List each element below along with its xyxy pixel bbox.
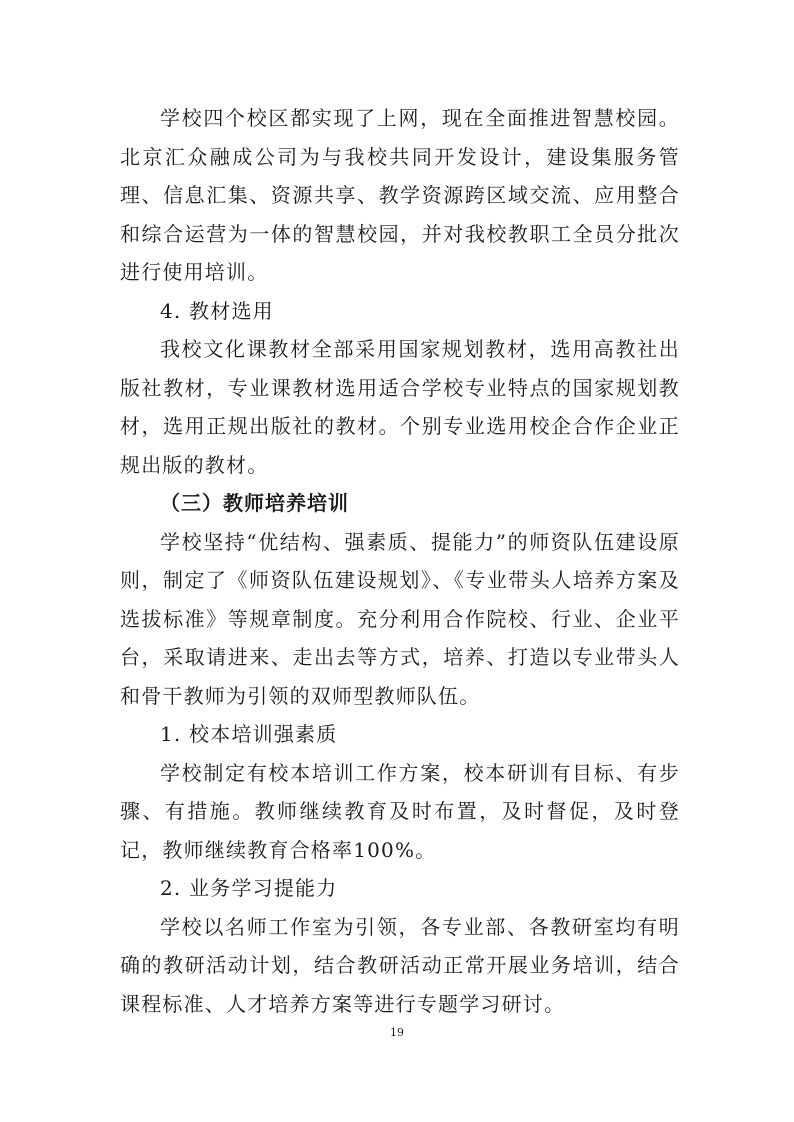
subheading-textbook-selection: 4. 教材选用 bbox=[160, 298, 274, 323]
subheading-business-study: 2. 业务学习提能力 bbox=[160, 876, 338, 900]
page-number: 19 bbox=[390, 1026, 404, 1039]
paragraph-teacher-team: 学校坚持“优结构、强素质、提能力”的师资队伍建设原则，制定了《师资队伍建设规划》、《专业带头人培养方案及选拔标准》等规章制度。充分利用合作院校、行业、企业平台，采取请进来、走出去等方式，培养、打造以专业带头人和骨干教师为引领的双师型教师队伍。 bbox=[120, 529, 680, 708]
paragraph-school-training: 学校制定有校本培训工作方案，校本研训有目标、有步骤、有措施。教师继续教育及时布置，及时督促，及时登记，教师继续教育合格率100%。 bbox=[120, 760, 680, 862]
subheading-school-training: 1. 校本培训强素质 bbox=[160, 722, 338, 746]
section-heading-teacher-training: （三）教师培养培训 bbox=[160, 491, 349, 515]
body-text bbox=[120, 99, 680, 1023]
paragraph-business-study: 学校以名师工作室为引领，各专业部、各教研室均有明确的教研活动计划，结合教研活动正常开展业务培训，结合课程标准、人才培养方案等进行专题学习研讨。 bbox=[120, 914, 680, 1016]
paragraph-smart-campus: 学校四个校区都实现了上网，现在全面推进智慧校园。北京汇众融成公司为与我校共同开发设计，建设集服务管理、信息汇集、资源共享、教学资源跨区域交流、应用整合和综合运营为一体的智慧校园，并对我校教职工全员分批次进行使用培训。 bbox=[120, 106, 680, 284]
paragraph-textbooks: 我校文化课教材全部采用国家规划教材，选用高教社出版社教材，专业课教材选用适合学校专业特点的国家规划教材，选用正规出版社的教材。个别专业选用校企合作企业正规出版的教材。 bbox=[120, 337, 680, 477]
